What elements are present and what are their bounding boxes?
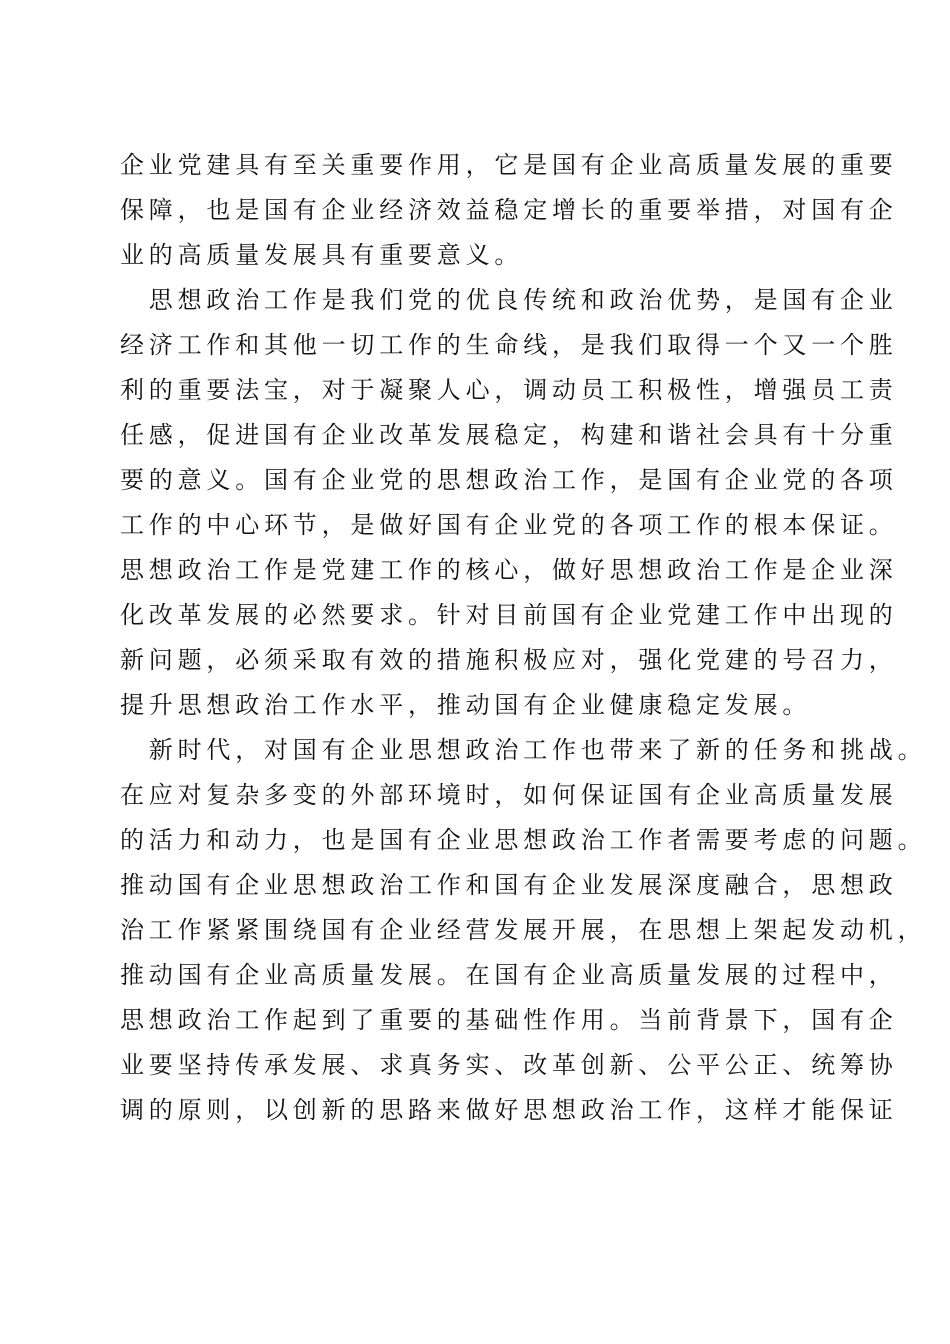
text-line: 化改革发展的必然要求。针对目前国有企业党建工作中出现的 [120, 601, 898, 629]
text-line: 新时代，对国有企业思想政治工作也带来了新的任务和挑战。 [120, 736, 927, 764]
text-line: 调的原则，以创新的思路来做好思想政治工作，这样才能保证 [120, 1096, 898, 1124]
body-text [120, 143, 927, 1133]
text-line: 推动国有企业高质量发展。在国有企业高质量发展的过程中， [120, 961, 898, 989]
text-line: 业要坚持传承发展、求真务实、改革创新、公平公正、统筹协 [120, 1051, 898, 1079]
text-line: 企业党建具有至关重要作用，它是国有企业高质量发展的重要 [120, 151, 898, 179]
text-line: 新问题，必须采取有效的措施积极应对，强化党建的号召力， [120, 646, 898, 674]
text-line: 提升思想政治工作水平，推动国有企业健康稳定发展。 [120, 691, 812, 719]
text-line: 思想政治工作是党建工作的核心，做好思想政治工作是企业深 [120, 556, 898, 584]
text-line: 治工作紧紧围绕国有企业经营发展开展，在思想上架起发动机， [120, 916, 927, 944]
text-line: 工作的中心环节，是做好国有企业党的各项工作的根本保证。 [120, 511, 898, 539]
text-line: 利的重要法宝，对于凝聚人心，调动员工积极性，增强员工责 [120, 376, 898, 404]
text-line: 保障，也是国有企业经济效益稳定增长的重要举措，对国有企 [120, 196, 898, 224]
text-line: 经济工作和其他一切工作的生命线，是我们取得一个又一个胜 [120, 331, 898, 359]
text-line: 推动国有企业思想政治工作和国有企业发展深度融合，思想政 [120, 871, 898, 899]
text-line: 业的高质量发展具有重要意义。 [120, 241, 524, 269]
text-line: 思想政治工作起到了重要的基础性作用。当前背景下，国有企 [120, 1006, 898, 1034]
text-line: 要的意义。国有企业党的思想政治工作，是国有企业党的各项 [120, 466, 898, 494]
text-line: 在应对复杂多变的外部环境时，如何保证国有企业高质量发展 [120, 781, 898, 809]
text-line: 任感，促进国有企业改革发展稳定，构建和谐社会具有十分重 [120, 421, 898, 449]
text-line: 的活力和动力，也是国有企业思想政治工作者需要考虑的问题。 [120, 826, 927, 854]
text-line: 思想政治工作是我们党的优良传统和政治优势，是国有企业 [120, 286, 898, 314]
